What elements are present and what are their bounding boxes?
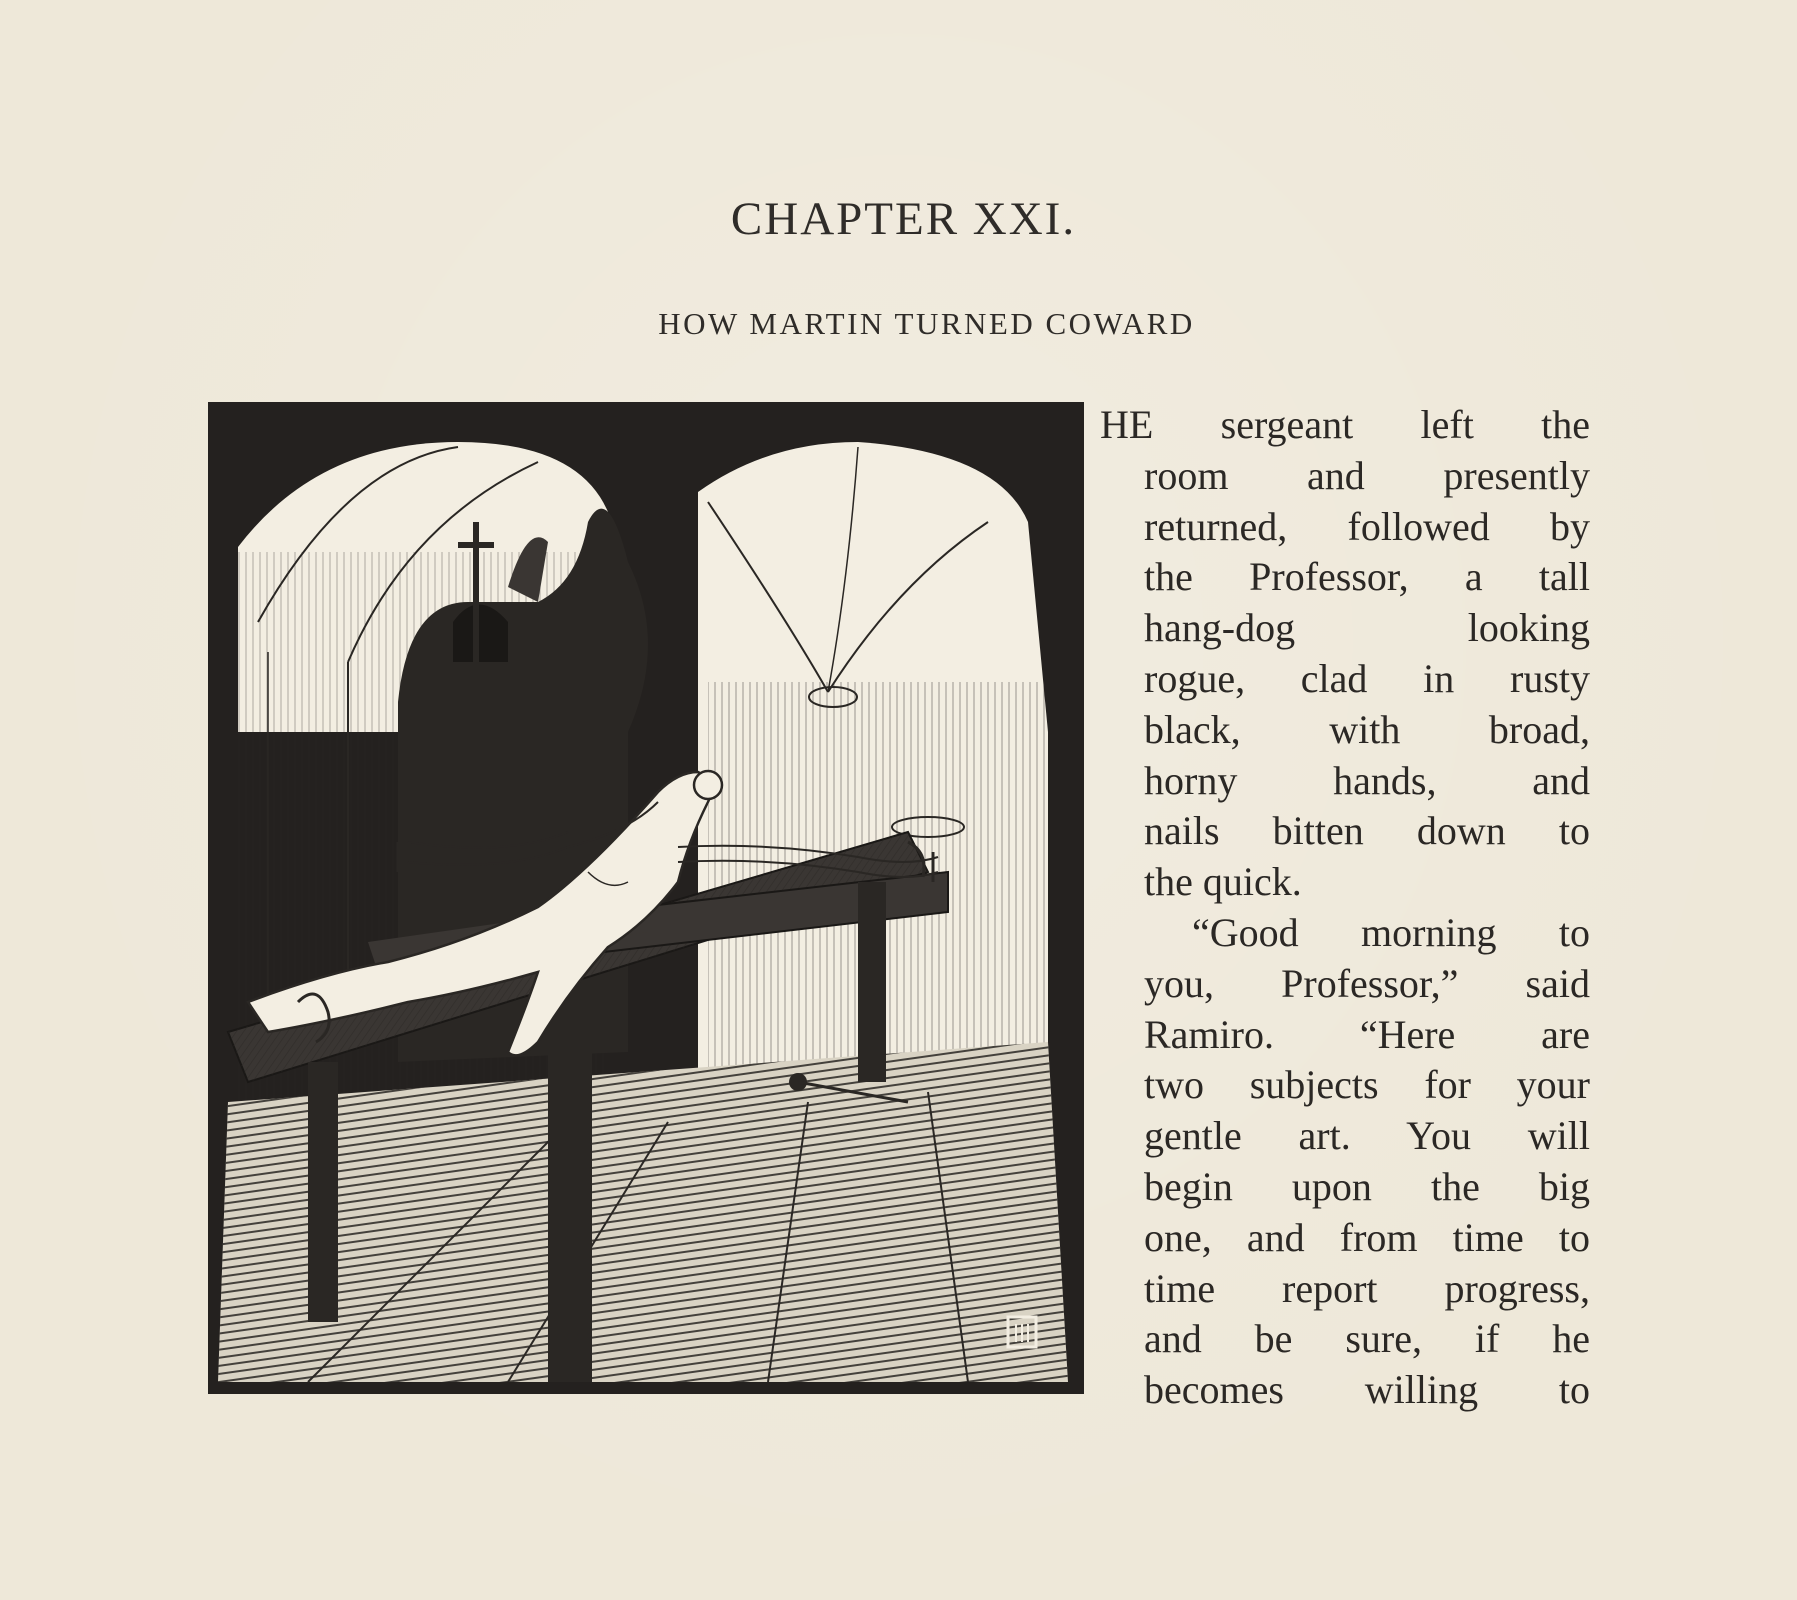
body-line: two subjects for your bbox=[1144, 1062, 1590, 1108]
body-line: “Good morning to bbox=[1192, 909, 1590, 955]
body-line: Ramiro. “Here are bbox=[1144, 1011, 1590, 1057]
body-line: and be sure, if he bbox=[1144, 1316, 1590, 1362]
body-line: rogue, clad in rusty bbox=[1144, 655, 1590, 701]
body-line: gentle art. You will bbox=[1144, 1113, 1590, 1159]
body-line: hang-dog looking bbox=[1144, 605, 1590, 651]
body-line: becomes willing to bbox=[1144, 1367, 1590, 1413]
body-line: the Professor, a tall bbox=[1144, 554, 1590, 600]
body-line: horny hands, and bbox=[1144, 757, 1590, 803]
torture-rack-illustration-icon bbox=[208, 402, 1084, 1394]
body-line: nails bitten down to bbox=[1144, 808, 1590, 854]
chapter-heading: CHAPTER XXI. bbox=[730, 193, 1077, 245]
body-line: HE sergeant left the bbox=[1100, 402, 1590, 447]
body-line: begin upon the big bbox=[1144, 1163, 1590, 1209]
woodcut-illustration bbox=[208, 402, 1084, 1394]
body-line: time report progress, bbox=[1144, 1265, 1590, 1311]
body-line: returned, followed by bbox=[1144, 503, 1590, 549]
body-line: the quick. bbox=[1144, 859, 1302, 905]
body-line: one, and from time to bbox=[1144, 1214, 1590, 1260]
body-line: you, Professor,” said bbox=[1144, 960, 1590, 1006]
chapter-subtitle: HOW MARTIN TURNED COWARD bbox=[658, 306, 1195, 341]
body-text bbox=[1100, 400, 1590, 1416]
body-line: black, with broad, bbox=[1144, 706, 1590, 752]
body-line: room and presently bbox=[1144, 452, 1590, 498]
